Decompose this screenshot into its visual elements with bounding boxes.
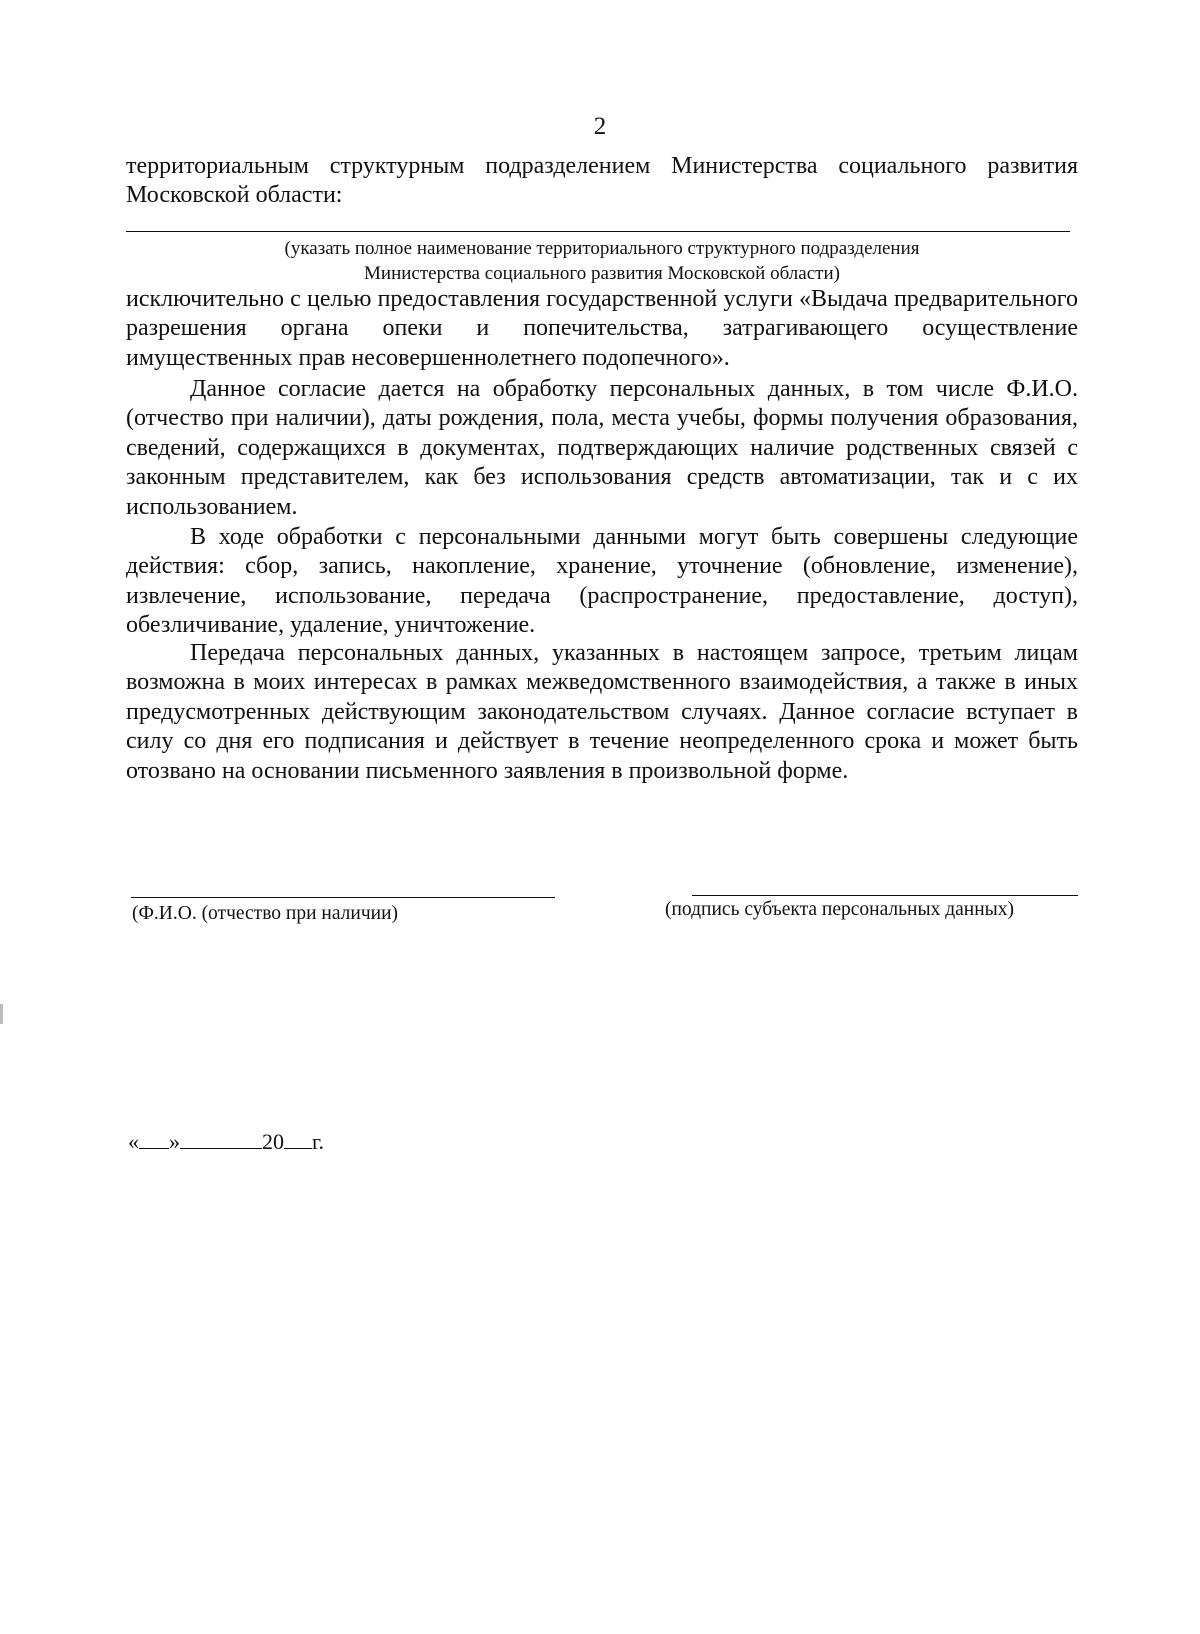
paragraph-purpose: исключительно с целью предоставления государственной услуги «Выдача предварительного разрешения органа опеки и попечительства, затрагивающего осуществление имущественных прав несовершеннолетнего подопечного». [126,286,1078,371]
paragraph-transfer-terms: Передача персональных данных, указанных в настоящем запросе, третьим лицам возможна в моих интересах в рамках межведомственного взаимодействия, а также в иных предусмотренных действующим законодательством случаях. Данное согласие вступает в силу со дня его подписания и действует в течение неопределенного срока и может быть отозвано на основании письменного заявления в произвольной форме. [126,640,1078,784]
subject-signature-field[interactable] [692,895,1078,896]
fio-signature-field[interactable] [131,897,555,898]
caption-line-2: Министерства социального развития Московской области) [364,263,840,284]
year-field[interactable] [284,1128,312,1149]
scan-artifact [0,1004,3,1024]
page-number: 2 [593,113,607,140]
month-field[interactable] [180,1128,262,1149]
date-line [128,1128,324,1156]
paragraph-recipient: территориальным структурным подразделением Министерства социального развития Московской области: [126,153,1078,209]
year-suffix: г. [312,1129,325,1154]
paragraph-processing-actions: В ходе обработки с персональными данными могут быть совершены следующие действия: сбор, запись, накопление, хранение, уточнение (обновление, изменение), извлечение, использование, передача (распространение, предоставление, доступ), обезличивание, удаление, уничтожение. [126,524,1078,639]
paragraph-data-scope: Данное согласие дается на обработку персональных данных, в том числе Ф.И.О. (отчество при наличии), даты рождения, пола, места учебы, формы получения образования, сведений, содержащихся в документах, подтверждающих наличие родственных связей с законным представителем, как без использования средств автоматизации, так и с их использованием. [126,376,1078,520]
year-prefix: 20 [262,1129,284,1154]
department-field-caption [126,236,1078,286]
date-open-quote: « [128,1129,139,1154]
department-name-field[interactable] [126,231,1070,232]
day-field[interactable] [139,1128,169,1149]
fio-caption: (Ф.И.О. (отчество при наличии) [132,903,398,924]
caption-line-1: (указать полное наименование территориального структурного подразделения [284,238,920,259]
signature-caption: (подпись субъекта персональных данных) [665,899,1014,920]
date-close-quote: » [169,1129,180,1154]
